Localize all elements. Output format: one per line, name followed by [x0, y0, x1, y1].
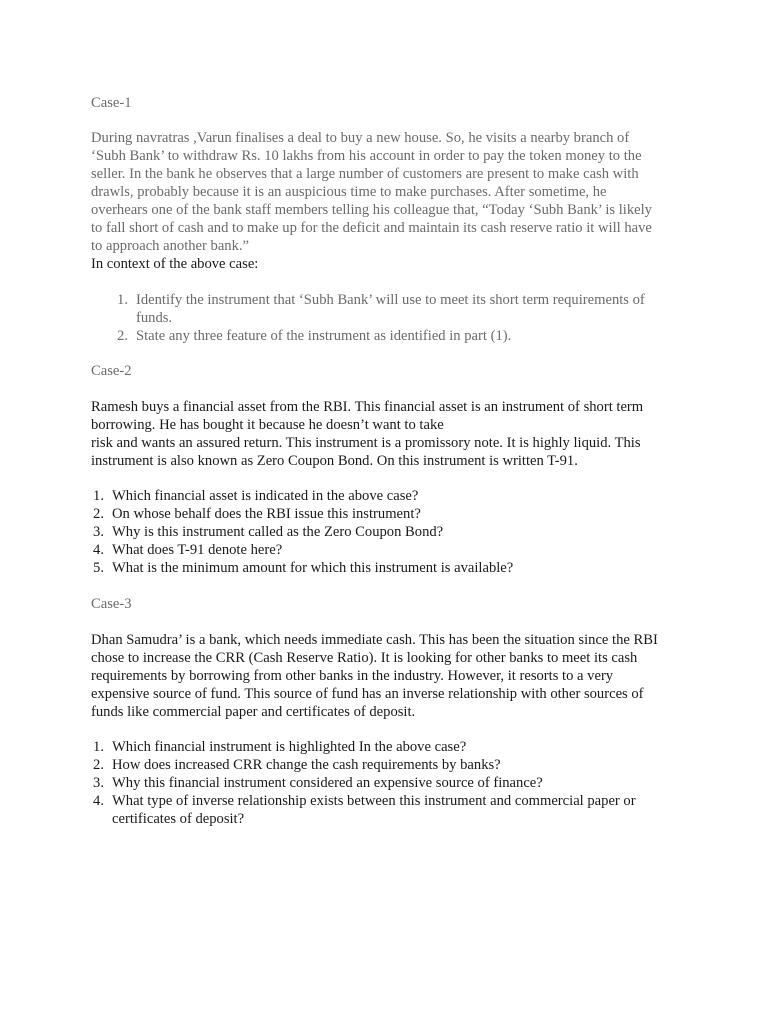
- paragraph-line: funds like commercial paper and certificates of deposit.: [91, 704, 416, 720]
- paragraph-line: In context of the above case:: [91, 256, 259, 272]
- case-3-paragraph: [91, 631, 681, 721]
- case-1-heading: Case-1: [91, 95, 132, 111]
- case-2-paragraph: [91, 398, 681, 470]
- list-item: [93, 738, 692, 756]
- paragraph-line: ‘Subh Bank’ to withdraw Rs. 10 lakhs from his account in order to pay the token money to the: [91, 148, 642, 164]
- list-item: [93, 559, 692, 577]
- paragraph-line: seller. In the bank he observes that a large number of customers are present to make cash with: [91, 166, 639, 182]
- list-number: 1.: [117, 292, 128, 308]
- list-number: 3.: [93, 775, 104, 791]
- question-text: Which financial instrument is highlighted In the above case?: [112, 739, 467, 755]
- list-number: 5.: [93, 560, 104, 576]
- paragraph-line: requirements by borrowing from other banks in the industry. However, it resorts to a very: [91, 668, 614, 684]
- list-item: [93, 541, 692, 559]
- list-number: 1.: [93, 488, 104, 504]
- list-item: [93, 756, 692, 774]
- list-number: 2.: [93, 506, 104, 522]
- case-1-question-list: [117, 291, 696, 345]
- question-text: certificates of deposit?: [112, 811, 245, 827]
- list-number: 4.: [93, 542, 104, 558]
- paragraph-line: to approach another bank.”: [91, 238, 250, 254]
- list-item: [93, 487, 692, 505]
- list-number: 1.: [93, 739, 104, 755]
- case-3-heading: Case-3: [91, 596, 132, 612]
- question-text: What is the minimum amount for which this instrument is available?: [112, 560, 514, 576]
- question-text: Which financial asset is indicated in the above case?: [112, 488, 419, 504]
- case-3-question-list: [93, 738, 692, 828]
- list-number: 4.: [93, 793, 104, 809]
- paragraph-line: overhears one of the bank staff members telling his colleague that, “Today ‘Subh Bank’ is likely: [91, 202, 652, 218]
- paragraph-line: to fall short of cash and to make up for the deficit and maintain its cash reserve ratio it will have: [91, 220, 652, 236]
- paragraph-line: During navratras ,Varun finalises a deal to buy a new house. So, he visits a nearby branch of: [91, 130, 630, 146]
- list-item: [117, 291, 696, 327]
- paragraph-line: instrument is also known as Zero Coupon Bond. On this instrument is written T-91.: [91, 453, 578, 469]
- question-text: On whose behalf does the RBI issue this instrument?: [112, 506, 421, 522]
- question-text: How does increased CRR change the cash requirements by banks?: [112, 757, 501, 773]
- paragraph-line: chose to increase the CRR (Cash Reserve Ratio). It is looking for other banks to meet its cash: [91, 650, 638, 666]
- question-text: Why is this instrument called as the Zero Coupon Bond?: [112, 524, 444, 540]
- list-item: [93, 774, 692, 792]
- paragraph-line: drawls, probably because it is an auspicious time to make purchases. After sometime, he: [91, 184, 607, 200]
- case-2-question-list: [93, 487, 692, 577]
- case-2-heading: Case-2: [91, 363, 132, 379]
- list-number: 2.: [93, 757, 104, 773]
- list-number: 3.: [93, 524, 104, 540]
- paragraph-line: risk and wants an assured return. This instrument is a promissory note. It is highly liquid. This: [91, 435, 641, 451]
- question-text: funds.: [136, 310, 173, 326]
- list-number: 2.: [117, 328, 128, 344]
- question-text: Why this financial instrument considered an expensive source of finance?: [112, 775, 543, 791]
- paragraph-line: Dhan Samudra’ is a bank, which needs immediate cash. This has been the situation since the RBI: [91, 632, 658, 648]
- question-text: Identify the instrument that ‘Subh Bank’ will use to meet its short term requirements of: [136, 292, 645, 308]
- paragraph-line: borrowing. He has bought it because he doesn’t want to take: [91, 417, 444, 433]
- list-item: [93, 505, 692, 523]
- question-text: What type of inverse relationship exists between this instrument and commercial paper or: [112, 793, 636, 809]
- list-item: [93, 523, 692, 541]
- paragraph-line: Ramesh buys a financial asset from the RBI. This financial asset is an instrument of short term: [91, 399, 644, 415]
- list-item: [93, 792, 692, 828]
- question-text: State any three feature of the instrument as identified in part (1).: [136, 328, 512, 344]
- question-text: What does T-91 denote here?: [112, 542, 283, 558]
- list-item: [117, 327, 696, 345]
- paragraph-line: expensive source of fund. This source of fund has an inverse relationship with other sources of: [91, 686, 644, 702]
- case-1-paragraph: [91, 129, 681, 273]
